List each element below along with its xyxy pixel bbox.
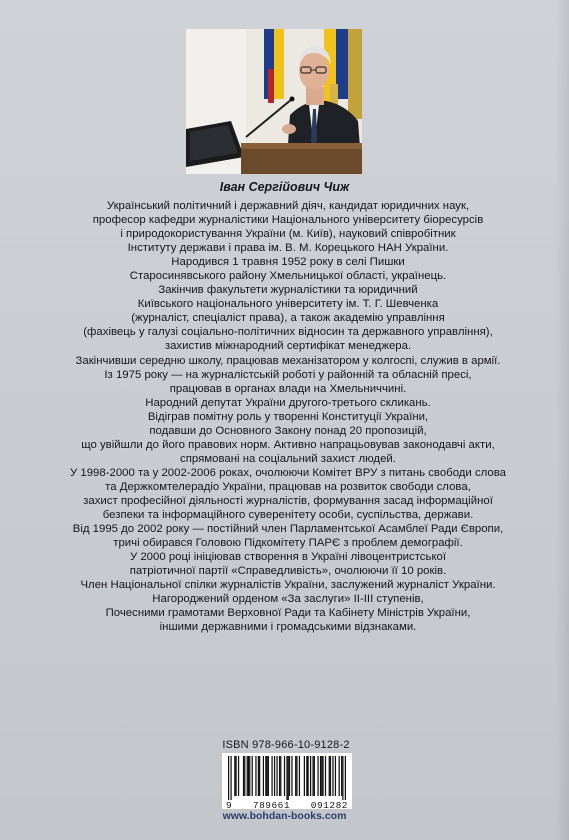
bio-line: тричі обирався Головою Підкомітету ПАРЄ з проблем демографії. [113,537,463,550]
bio-line: Від 1995 до 2002 року — постійний член Парламентської Асамблеї Ради Європи, [72,523,504,536]
barcode-bar [263,756,264,796]
barcode-bar [299,756,300,796]
barcode-bar [258,756,259,796]
barcode-bar [247,756,248,796]
barcode-bar [295,756,296,796]
barcode-bar [243,756,244,796]
barcode-bar [335,756,336,796]
bio-line: професор кафедри журналістики Національного університету біоресурсів [92,214,484,227]
barcode-bar [307,756,308,796]
bio-line: Відіграв помітну роль у творенні Конституції України, [147,410,429,423]
barcode-bar [280,756,281,796]
barcode-first-digit: 9 [226,800,233,811]
bio-line: і природокористування України (м. Київ), науковий співробітник [120,228,456,241]
barcode-bar [234,756,235,796]
barcode-bar [276,756,277,796]
bio-line: Член Національної спілки журналістів України, заслужений журналіст України. [80,579,496,592]
publisher-url[interactable]: www.bohdan-books.com [222,810,347,822]
barcode-bar [248,756,249,796]
barcode-bar [238,756,239,796]
barcode-bar [230,756,231,800]
barcode-bar [289,756,290,796]
barcode-bar [268,756,269,796]
barcode-bar [252,756,253,796]
barcode-bar [271,756,272,796]
bio-line: Інституту держави і права ім. В. М. Корецького НАН України. [127,242,449,255]
barcode-bar [342,756,343,800]
barcode-bar [265,756,266,796]
author-name: Іван Сергійович Чиж [219,180,350,194]
bio-line: патріотичної партії «Справедливість», очолюючи її 10 років. [129,565,447,578]
bio-line: У 2000 році ініціював створення в Україні лівоцентристської [129,551,447,564]
barcode-bar [332,756,333,796]
barcode-bar [228,756,229,800]
barcode-right-digits: 091282 [310,800,348,811]
bio-line: та Держкомтелерадіо України, працював на розвиток свободи слова, [105,480,471,493]
barcode-bar [244,756,245,796]
barcode-bar [345,756,346,800]
barcode-bar [296,756,297,796]
bio-line: Народний депутат України другого-третього скликань. [145,396,431,409]
bio-line: працював в органах влади на Хмельниччині. [169,382,407,395]
spine-shadow [555,0,569,840]
bio-line: що увійшли до його правових норм. Активно напрацьовував законодавчі акти, [81,438,495,451]
barcode-bar [291,756,292,796]
bio-line: Київського національного університету ім. Т. Г. Шевченка [137,298,439,311]
bio-line: Почесними грамотами Верховної Ради та Кабінету Міністрів України, [105,607,471,620]
barcode-bar [279,756,280,796]
bio-line: захист професійної діяльності журналістів, формування засад інформаційної [83,494,493,507]
isbn-number: ISBN 978-966-10-9128-2 [222,739,350,751]
barcode-bar [306,756,307,796]
bio-line: Із 1975 року — на журналістській роботі у районній та обласній пресі, [104,368,472,381]
barcode-bar [339,756,340,796]
bio-line: (фахівець у галузі соціально-політичних відносин та державного управління), [83,326,493,339]
barcode-bar [325,756,326,796]
barcode-bar [274,756,275,796]
barcode-bar [284,756,285,796]
barcode-bar [249,756,250,796]
bio-line: Нагороджений орденом «За заслуги» ІІ-ІІІ ступенів, [152,593,424,606]
bio-line: У 1998-2000 та у 2002-2006 роках, очолюючи Комітет ВРУ з питань свободи слова [69,466,507,479]
barcode-bar [286,756,287,800]
barcode-bar [235,756,236,796]
bio-line: іншими державними і громадськими відзнаками. [159,621,417,634]
bio-line: Старосинявського району Хмельницької області, українець. [129,270,447,283]
barcode-bar [304,756,305,796]
author-photo [186,29,362,174]
bio-line: Закінчивши середню школу, працював механізатором у колгоспі, служив в армії. [75,354,501,367]
bio-line: Закінчив факультети журналістики та юридичний [158,284,418,297]
barcode-bar [267,756,268,796]
barcode-bar [330,756,331,796]
barcode-bar [259,756,260,796]
bio-line: Український політичний і державний діяч, кандидат юридичних наук, [106,200,470,212]
bio-line: (журналіст, спеціаліст права), а також академію управління [131,312,445,325]
author-biography [58,199,518,634]
barcode-left-digits: 789661 [252,800,291,811]
barcode-bar [329,756,330,796]
bio-line: спрямовані на соціальний захист людей. [180,452,396,465]
barcode-bar [288,756,289,800]
barcode-bar [312,756,313,796]
barcode-bar [320,756,321,796]
bio-line: Народився 1 травня 1952 року в селі Пишки [171,256,405,269]
barcode-bar [317,756,318,796]
barcode-bar [322,756,323,796]
barcode-bar [255,756,256,796]
bio-line: подавши до Основного Закону понад 20 пропозицій, [149,424,427,437]
barcode-bar [310,756,311,796]
bio-line: захистив міжнародний сертифікат менеджера. [164,340,412,353]
barcode-bar [341,756,342,796]
barcode-bars [228,756,346,800]
barcode-bar [314,756,315,796]
barcode-bar [321,756,322,796]
bio-line: безпеки та інформаційного суверенітету особи, суспільства, держави. [102,509,474,522]
